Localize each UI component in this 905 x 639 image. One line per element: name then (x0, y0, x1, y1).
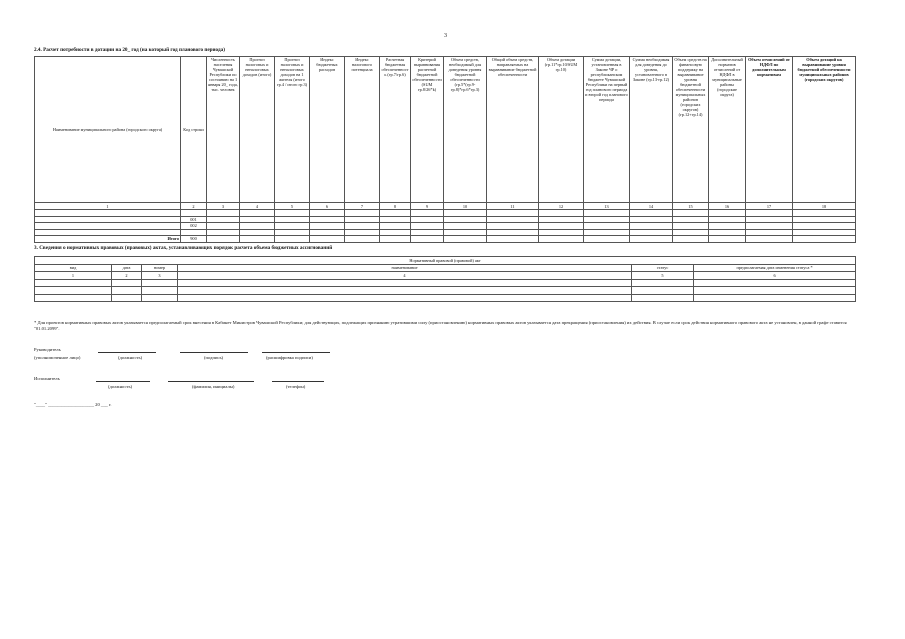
col-number: 4 (178, 272, 632, 280)
column-number-row (35, 272, 856, 280)
header-cell: предполагаемая дата изменения статуса * (694, 264, 856, 272)
signature-caption: (подпись) (204, 355, 224, 360)
header-cell: Объем средств, необходимый для доведения уровня бюджетной обеспеченности (гр.5*(гр.9-гр.8)*гр.6*гр.3) (444, 57, 487, 203)
table-header-row (35, 264, 856, 272)
group-header-row (35, 257, 856, 265)
header-cell: Наименование муниципального района (городского округа) (35, 57, 181, 203)
header-cell: Сумма дотации, установленная в Законе ЧР о республиканском бюджете Чувашской Республики на первый год планового периода и второй год планового периода (584, 57, 630, 203)
col-number: 17 (746, 203, 793, 210)
header-cell: Объем дотаций на выравнивание уровня бюджетной обеспеченности муниципальных районов (городских округов) (793, 57, 856, 203)
header-cell: Дополнительный норматив отчислений от НДФЛ в муниципальные районы (городские округа) (709, 57, 746, 203)
table-row (35, 287, 856, 295)
col-number: 15 (673, 203, 709, 210)
header-cell: Объем средств на финансовую поддержку на выравнивание уровня бюджетной обеспеченности муниципальных районов (городских округов) (гр.12+гр.14) (673, 57, 709, 203)
date-line: "____" ____________________ 20 ___ г. (34, 402, 112, 407)
signature-line (180, 352, 248, 353)
decode-caption: (расшифровка подписи) (266, 355, 313, 360)
section-title-3: 3. Сведения о нормативных правовых (правовых) актах, устанавливающих порядок расчета объема бюджетных ассигнований (34, 245, 333, 251)
total-row (35, 236, 856, 243)
col-number: 3 (142, 272, 178, 280)
page-number: 3 (444, 33, 447, 39)
executor-label: Исполнитель (34, 376, 60, 381)
table-row (35, 294, 856, 302)
subsidy-calculation-table (34, 56, 856, 243)
col-number: 13 (584, 203, 630, 210)
total-label: Итого (35, 236, 181, 243)
col-number: 6 (310, 203, 345, 210)
header-cell: Объем отчислений от НДФЛ по дополнительным нормативам (746, 57, 793, 203)
group-header: Нормативный правовой (правовой) акт (35, 257, 856, 265)
header-cell: Общий объем средств, направляемых на выравнивание бюджетной обеспеченности (487, 57, 539, 203)
col-number: 14 (630, 203, 673, 210)
col-number: 18 (793, 203, 856, 210)
col-number: 5 (275, 203, 310, 210)
header-cell: Численность населения Чувашской Республики по состоянию на 1 января 20_ года, тыс. человек (207, 57, 240, 203)
table-row (35, 279, 856, 287)
col-number: 1 (35, 272, 112, 280)
table-header-row (35, 57, 856, 203)
col-number: 2 (181, 203, 207, 210)
total-code: 900 (181, 236, 207, 243)
header-cell: Индекс налогового потенциала (345, 57, 380, 203)
header-cell: Критерий выравнивания расчетной бюджетной обеспеченности (SUM гр.8/26*k) (411, 57, 444, 203)
col-number: 4 (240, 203, 275, 210)
column-number-row (35, 203, 856, 210)
header-cell: Код строки (181, 57, 207, 203)
header-cell: Индекс бюджетных расходов (310, 57, 345, 203)
row-code: 001 (181, 216, 207, 223)
legal-acts-table (34, 256, 856, 302)
col-number: 8 (380, 203, 411, 210)
decode-line (262, 352, 330, 353)
head-label: Руководитель (34, 347, 61, 352)
col-number: 5 (632, 272, 694, 280)
col-number: 7 (345, 203, 380, 210)
col-number: 16 (709, 203, 746, 210)
header-cell: Прогноз налоговых и неналоговых доходов (итого) (240, 57, 275, 203)
header-cell: вид (35, 264, 112, 272)
exec-name-caption: (фамилия, инициалы) (192, 384, 235, 389)
head-sub-label: (уполномоченное лицо) (34, 355, 81, 360)
col-number: 6 (694, 272, 856, 280)
header-cell: Расчетная бюджетная обеспеченность (гр.7/гр.6) (380, 57, 411, 203)
section-title-2-4: 2.4. Расчет потребности в дотации на 20_ год (на который год планового периода) (34, 47, 225, 53)
position-line (98, 352, 156, 353)
col-number: 12 (539, 203, 584, 210)
header-cell: Сумма необходимая для доведения до уровня, установленного в Законе (гр.13-гр.12) (630, 57, 673, 203)
col-number: 11 (487, 203, 539, 210)
exec-phone-caption: (телефон) (286, 384, 306, 389)
position-caption: (должность) (118, 355, 143, 360)
col-number: 10 (444, 203, 487, 210)
row-code: 002 (181, 223, 207, 230)
col-number: 3 (207, 203, 240, 210)
exec-position-line (96, 381, 150, 382)
header-cell: наименование (178, 264, 632, 272)
header-cell: дата (112, 264, 142, 272)
footnote: * Для проектов нормативных правовых актов указывается предполагаемый срок внесения в Кабинет Министров Чувашской Республики; для действующих, подлежащих признанию утратившими силу (приостановлению) нормативных правовых актов указывается дата прекращения (приостановления) их действия. В случае если срок действия нормативного правового акта не установлен, в данной графе ставится "01.01.2099". (34, 320, 847, 331)
exec-phone-line (272, 381, 324, 382)
col-number: 1 (35, 203, 181, 210)
exec-name-line (168, 381, 254, 382)
col-number: 9 (411, 203, 444, 210)
header-cell: Прогноз налоговых и неналоговых доходов на 1 жителя (итого гр.4 / итого гр.3) (275, 57, 310, 203)
exec-position-caption: (должность) (108, 384, 133, 389)
header-cell: Объем дотации (гр.11*гр.10/SUM гр.10) (539, 57, 584, 203)
header-cell: номер (142, 264, 178, 272)
header-cell: статус (632, 264, 694, 272)
col-number: 2 (112, 272, 142, 280)
